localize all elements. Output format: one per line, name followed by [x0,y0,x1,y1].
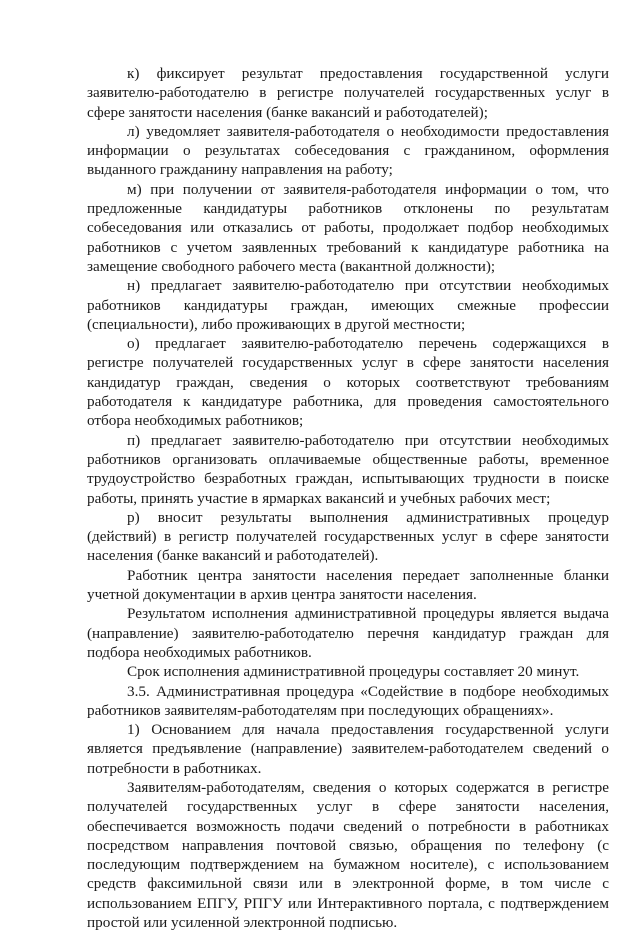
paragraph-item-r: р) вносит результаты выполнения административных процедур (действий) в регистр получателей государственных услуг в сфере занятости населения (банке вакансий и работодателей). [87,508,609,565]
paragraph-item-k: к) фиксирует результат предоставления государственной услуги заявителю-работодателю в регистре получателей государственных услуг в сфере занятости населения (банке вакансий и работодателей); [87,65,609,121]
paragraph-item-l: л) уведомляет заявителя-работодателя о необходимости предоставления информации о результатах собеседования с гражданином, оформления выданного гражданину направления на работу; [87,122,609,179]
section-heading-3-5: 3.5. Административная процедура «Содействие в подборе необходимых работников заявителям-работодателям при последующих обращениях». [87,682,609,719]
paragraph-grounds: 1) Основанием для начала предоставления государственной услуги является предъявление (направление) заявителем-работодателем сведений о потребности в работниках. [87,721,609,777]
paragraph-item-p: п) предлагает заявителю-работодателю при отсутствии необходимых работников организовать оплачиваемые общественные работы, временное трудоустройство безработных граждан, испытывающих трудности в поиске работы, принять участие в ярмарках вакансий и учебных рабочих мест; [87,431,609,507]
document-body [87,64,609,932]
paragraph-submission-methods: Заявителям-работодателям, сведения о которых содержатся в регистре получателей государственных услуг в сфере занятости населения, обеспечивается возможность подачи сведений о потребности в работниках посредством направления почтовой связью, обращения по телефону (с последующим подтверждением на бумажном носителе), с использованием средств факсимильной связи или в электронной форме, в том числе с использованием ЕПГУ, РПГУ или Интерактивного портала, с подтверждением простой или усиленной электронной подписью. [87,778,609,932]
paragraph-item-m: м) при получении от заявителя-работодателя информации о том, что предложенные кандидатуры работников отклонены по результатам собеседования или отказались от работы, продолжает подбор необходимых работников с учетом заявленных требований к кандидатуре работника на замещение свободного рабочего места (вакантной должности); [87,180,609,275]
paragraph-item-o: о) предлагает заявителю-работодателю перечень содержащихся в регистре получателей государственных услуг в сфере занятости населения кандидатур граждан, сведения о которых соответствуют требованиям работодателя к кандидатуре работника, для проведения самостоятельного отбора необходимых работников; [87,335,609,430]
paragraph-archive-transfer: Работник центра занятости населения передает заполненные бланки учетной документации в архив центра занятости населения. [87,566,609,604]
paragraph-procedure-result: Результатом исполнения административной процедуры является выдача (направление) заявителю-работодателю перечня кандидатур граждан для подбора необходимых работников. [87,605,609,661]
paragraph-procedure-duration: Срок исполнения административной процедуры составляет 20 минут. [127,663,580,681]
paragraph-item-n: н) предлагает заявителю-работодателю при отсутствии необходимых работников кандидатуры граждан, имеющих смежные профессии (специальности), либо проживающих в другой местности; [87,277,609,333]
